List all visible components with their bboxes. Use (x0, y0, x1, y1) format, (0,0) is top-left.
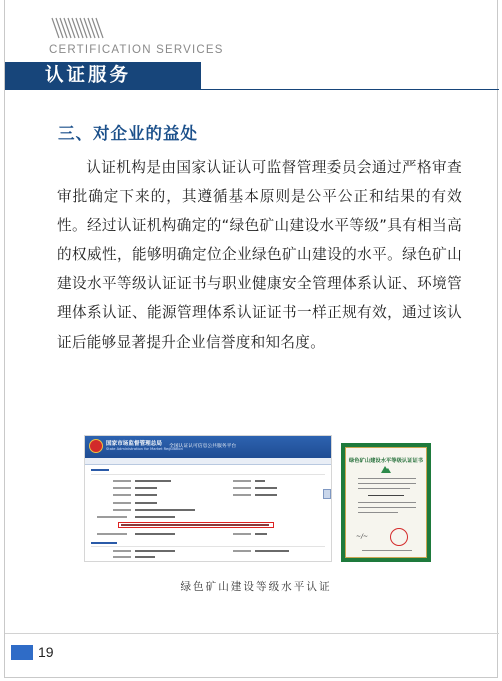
certificate-signature: ~/~ (356, 533, 369, 540)
certificate-text-line (358, 478, 416, 479)
certificate-text-line (358, 507, 416, 508)
certificate-red-seal (390, 528, 408, 546)
screenshot-field-value (135, 480, 171, 482)
screenshot-field-label (113, 480, 131, 482)
screenshot-field-label (113, 502, 131, 504)
screenshot-field-value (135, 509, 195, 511)
screenshot-field-label (233, 550, 251, 552)
screenshot-org-name-en: State Administration for Market Regulation (106, 447, 183, 451)
screenshot-field-value (255, 550, 289, 552)
section-english-label: CERTIFICATION SERVICES (49, 44, 224, 56)
certificate-title: 绿色矿山建设水平等级认证证书 (348, 458, 424, 464)
screenshot-field-label (233, 487, 251, 489)
screenshot-platform-name: 全国认证认可信息公共服务平台 (169, 444, 237, 449)
screenshot-field-label (113, 556, 131, 558)
screenshot-field-label (113, 509, 131, 511)
content-heading: 三、对企业的益处 (58, 124, 198, 143)
certificate-paper (345, 447, 427, 558)
screenshot-field-value (135, 494, 157, 496)
screenshot-header-bar (85, 436, 331, 458)
screenshot-divider (91, 546, 325, 547)
banner-underline (201, 89, 499, 90)
mountain-logo-icon (381, 465, 391, 473)
screenshot-highlight-text (121, 524, 269, 526)
screenshot-section-label (91, 542, 117, 544)
page-frame (4, 0, 498, 678)
certificate-text-line (358, 512, 398, 513)
screenshot-field-label (113, 487, 131, 489)
screenshot-field-value (135, 556, 155, 558)
section-banner (5, 62, 201, 90)
content-paragraph: 认证机构是由国家认证认可监督管理委员会通过严格审查审批确定下来的，其遵循基本原则是公平公正和结果的有效性。经过认证机构确定的“绿色矿山建设水平等级”具有相当高的权威性，能够明确定位企业绿色矿山建设的水平。绿色矿山建设水平等级认证证书与职业健康安全管理体系认证、环境管理体系认证、能源管理体系认证证书一样正规有效，通过该认证后能够显著提升企业信誉度和知名度。 (57, 159, 462, 351)
certificate-text-line (358, 502, 416, 503)
certification-platform-screenshot (84, 435, 332, 562)
screenshot-field-label (97, 533, 127, 535)
screenshot-field-value (135, 516, 175, 518)
screenshot-qr-thumbnail (323, 489, 331, 499)
certificate-text-line (362, 550, 412, 551)
certificate-rating-line (368, 495, 404, 496)
screenshot-nav-bar (85, 458, 331, 465)
screenshot-field-value (255, 487, 277, 489)
screenshot-field-label (113, 550, 131, 552)
screenshot-divider (91, 474, 325, 475)
screenshot-field-value (135, 533, 175, 535)
screenshot-field-value (135, 502, 157, 504)
screenshot-field-value (255, 533, 267, 535)
screenshot-org-name: 国家市场监督管理总局 (106, 441, 162, 447)
screenshot-section-label (91, 469, 109, 471)
screenshot-field-label (233, 533, 251, 535)
screenshot-field-value (255, 494, 277, 496)
diagonal-hatch-decoration (50, 16, 110, 40)
screenshot-field-label (113, 494, 131, 496)
page-number-marker (11, 645, 33, 660)
screenshot-field-value (135, 550, 175, 552)
screenshot-field-value (135, 487, 157, 489)
certificate-text-line (358, 483, 416, 484)
screenshot-field-label (233, 480, 251, 482)
screenshot-field-label (97, 516, 127, 518)
page-number: 19 (38, 644, 54, 660)
screenshot-field-value (255, 480, 265, 482)
section-title-cn: 认证服务 (45, 65, 132, 86)
screenshot-field-label (233, 494, 251, 496)
figure-caption: 绿色矿山建设等级水平认证 (180, 581, 332, 593)
footer-rule (5, 633, 499, 634)
national-emblem-icon (89, 439, 103, 453)
certificate-text-line (358, 488, 410, 489)
certificate-image (341, 443, 431, 562)
